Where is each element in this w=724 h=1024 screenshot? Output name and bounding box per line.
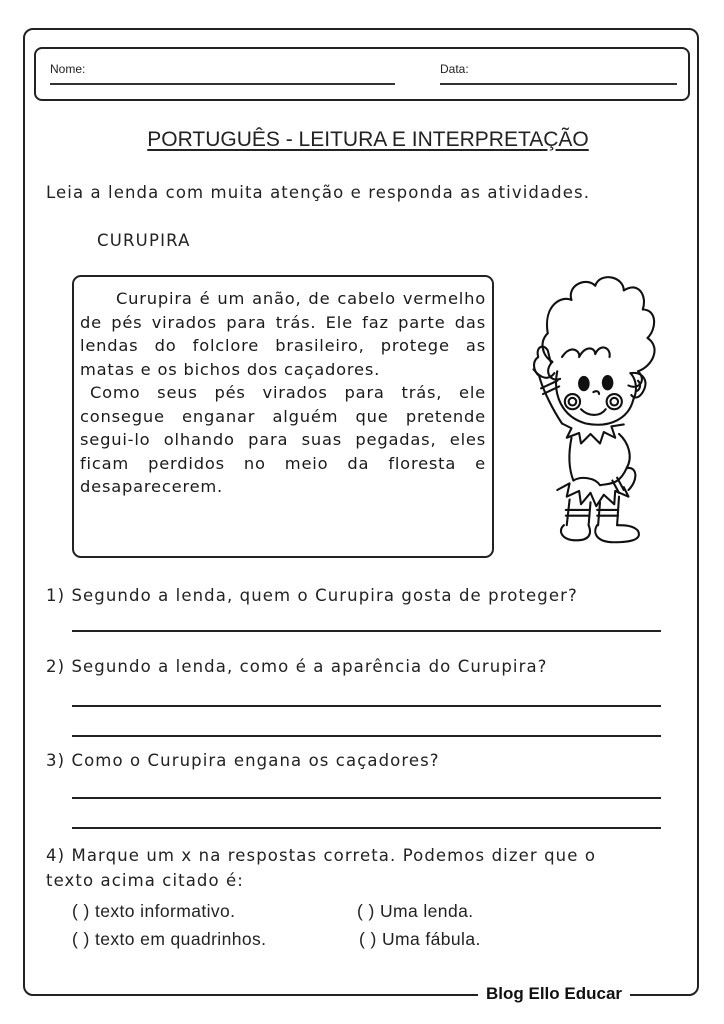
footer-credit: Blog Ello Educar <box>478 984 630 1004</box>
question-2: 2) Segundo a lenda, como é a aparência do Curupira? <box>46 657 548 676</box>
curupira-illustration-icon <box>505 262 695 547</box>
name-label: Nome: <box>50 62 86 76</box>
story-paragraph: Como seus pés virados para trás, ele consegue enganar alguém que pretende segui-lo olhando para suas pegadas, eles ficam perdidos no meio da floresta e desaparecerem. <box>80 383 486 496</box>
question-4: 4) Marque um x na respostas correta. Podemos dizer que o <box>46 846 597 865</box>
question-4-continued: texto acima citado é: <box>46 871 244 890</box>
story-box <box>72 275 494 558</box>
answer-line-q2-2[interactable] <box>72 735 661 737</box>
date-field[interactable] <box>440 83 677 85</box>
answer-line-q3-2[interactable] <box>72 827 661 829</box>
option-comic-text[interactable]: ( ) texto em quadrinhos. <box>72 929 267 949</box>
story-title: CURUPIRA <box>97 231 191 250</box>
question-3: 3) Como o Curupira engana os caçadores? <box>46 751 440 770</box>
option-fable[interactable]: ( ) Uma fábula. <box>359 929 481 949</box>
name-field[interactable] <box>50 83 395 85</box>
answer-line-q2-1[interactable] <box>72 705 661 707</box>
answer-line-q1[interactable] <box>72 630 661 632</box>
date-label: Data: <box>440 62 469 76</box>
page-title <box>0 128 724 152</box>
story-paragraph: Curupira é um anão, de cabelo vermelho de pés virados para trás. Ele faz parte das lendas do folclore brasileiro, protege as matas e os bichos dos caçadores. <box>80 289 486 379</box>
option-informative-text[interactable]: ( ) texto informativo. <box>72 901 236 921</box>
answer-line-q3-1[interactable] <box>72 797 661 799</box>
option-legend[interactable]: ( ) Uma lenda. <box>357 901 474 921</box>
student-info-box <box>34 47 690 101</box>
page-title-text: PORTUGUÊS - LEITURA E INTERPRETAÇÃO <box>147 128 589 151</box>
instruction-text: Leia a lenda com muita atenção e responda as atividades. <box>46 183 591 202</box>
question-1: 1) Segundo a lenda, quem o Curupira gosta de proteger? <box>46 586 578 605</box>
